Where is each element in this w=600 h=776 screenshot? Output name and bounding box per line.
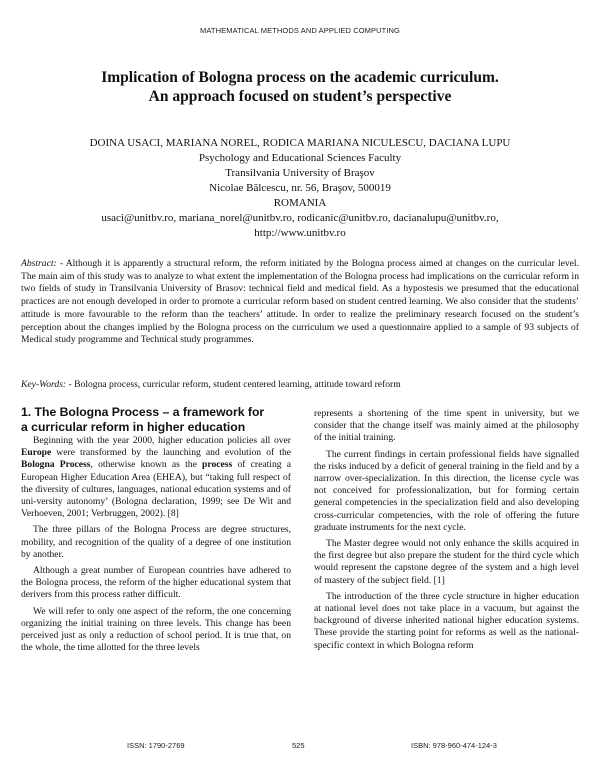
abstract-text: Although it is apparently a structural reform, the reform initiated by the Bologna process aimed at changes on the curricular level. The main aim of this study was to analyze to what extent the implementation of the Bologna process had implications on the curricular reform in two fields of study in Transilvania University of Brasov: technical field and medical field. As a hypostesis we presumed that the educational practices are not enough developed in order to promote a curricular reform based on student centred learning. We also consider that the students’ attitude is more favourable to the reform than the teachers’ attitude. In order to realize the preliminary research focused on the student’s perception about the changes implied by the Bologna process on the curriculum we used a questionnaire applied to a sample of 93 subjects of Medical study programme and Technical study programmes.	[21, 258, 579, 346]
paragraph: The three pillars of the Bologna Process are degree structures, mobility, and recognition of the quality of a degree of one institution by another.	[21, 524, 291, 560]
text-run: of creating a European Higher Education Area (EHEA), but “taking full respect of the diversity of cultures, languages, national education systems and of uni-versity autonomy’ (Bologna declaration, 1999; see De Wit and Verhoeven, 2001; Verbruggen, 2002). [8]	[21, 459, 291, 520]
title-line-2: An approach focused on student’s perspective	[148, 88, 452, 105]
author-address: Nicolae Bălcescu, nr. 56, Braşov, 500019	[209, 182, 391, 194]
paper-title	[60, 68, 540, 106]
keywords	[21, 379, 579, 392]
paragraph: The Master degree would not only enhance the skills acquired in the first degree but also prepare the student for the third cycle which would represent the capstone degree of the system and a high level of mastery of the subject field. [1]	[314, 538, 579, 586]
abstract	[21, 258, 579, 347]
section-heading-line-2: a curricular reform in higher education	[21, 420, 246, 434]
author-faculty: Psychology and Educational Sciences Faculty	[198, 152, 402, 164]
footer-issn: ISSN: 1790-2769	[127, 741, 185, 750]
text-run-bold: process	[202, 459, 233, 471]
section-heading-line-1: 1. The Bologna Process – a framework for	[21, 405, 265, 419]
paragraph: represents a shortening of the time spent in university, but we consider that the change itself was mainly aimed at the philosophy of the initial training.	[314, 408, 579, 444]
title-line-1: Implication of Bologna process on the academic curriculum.	[101, 69, 499, 86]
paragraph: We will refer to only one aspect of the reform, the one concerning organizing the initial training on three levels. This change has been perceived just as only a reduction of school period. It is true that, on the whole, the time allotted for the three levels	[21, 605, 291, 654]
author-names: DOINA USACI, MARIANA NOREL, RODICA MARIANA NICULESCU, DACIANA LUPU	[89, 137, 511, 149]
text-run: Beginning with the year 2000, higher education policies all over	[33, 435, 291, 446]
abstract-label: Abstract: -	[21, 258, 64, 269]
footer-isbn: ISBN: 978-960-474-124-3	[411, 741, 497, 750]
text-run-bold: Europe	[21, 447, 52, 459]
running-head: MATHEMATICAL METHODS AND APPLIED COMPUTING	[200, 26, 400, 35]
author-university: Transilvania University of Braşov	[225, 167, 375, 179]
author-block	[40, 136, 560, 241]
author-emails[interactable]: usaci@unitbv.ro, mariana_norel@unitbv.ro, rodicanic@unitbv.ro, dacianalupu@unitbv.ro,	[101, 212, 499, 224]
keywords-label: Key-Words: -	[21, 379, 72, 390]
keywords-text: Bologna process, curricular reform, student centered learning, attitude toward reform	[71, 379, 401, 390]
section-heading	[21, 405, 291, 435]
text-run-bold: Bologna Process	[21, 459, 91, 471]
author-website[interactable]: http://www.unitbv.ro	[254, 227, 346, 239]
text-run: were transformed by the launching and evolution of the	[51, 447, 291, 459]
paragraph: Although a great number of European countries have adhered to the Bologna process, the reform of the higher educational system that derivers from this process rather difficult.	[21, 565, 291, 601]
footer-page-number: 525	[292, 741, 305, 750]
left-column	[21, 405, 291, 658]
paragraph: The introduction of the three cycle structure in higher education at national level does not take place in a vacuum, but against the background of diverse inherited national higher education systems. These provide the starting point for reforms as well as the national-specific context in which Bologna reform	[314, 590, 579, 651]
paragraph: The current findings in certain professional fields have signalled the risks induced by a deficit of general training in the field and by a narrow over-specialization. In this direction, the license cycle was not conceived for professionalization, but for forming certain general competencies in the specialization field and also developing cross-curricular competencies, with the role of offering the future graduate instruments for the next cycle.	[314, 448, 579, 533]
right-column	[314, 408, 579, 656]
text-run: , otherwise known as the	[90, 459, 203, 471]
author-country: ROMANIA	[273, 197, 327, 209]
paragraph	[21, 435, 291, 520]
